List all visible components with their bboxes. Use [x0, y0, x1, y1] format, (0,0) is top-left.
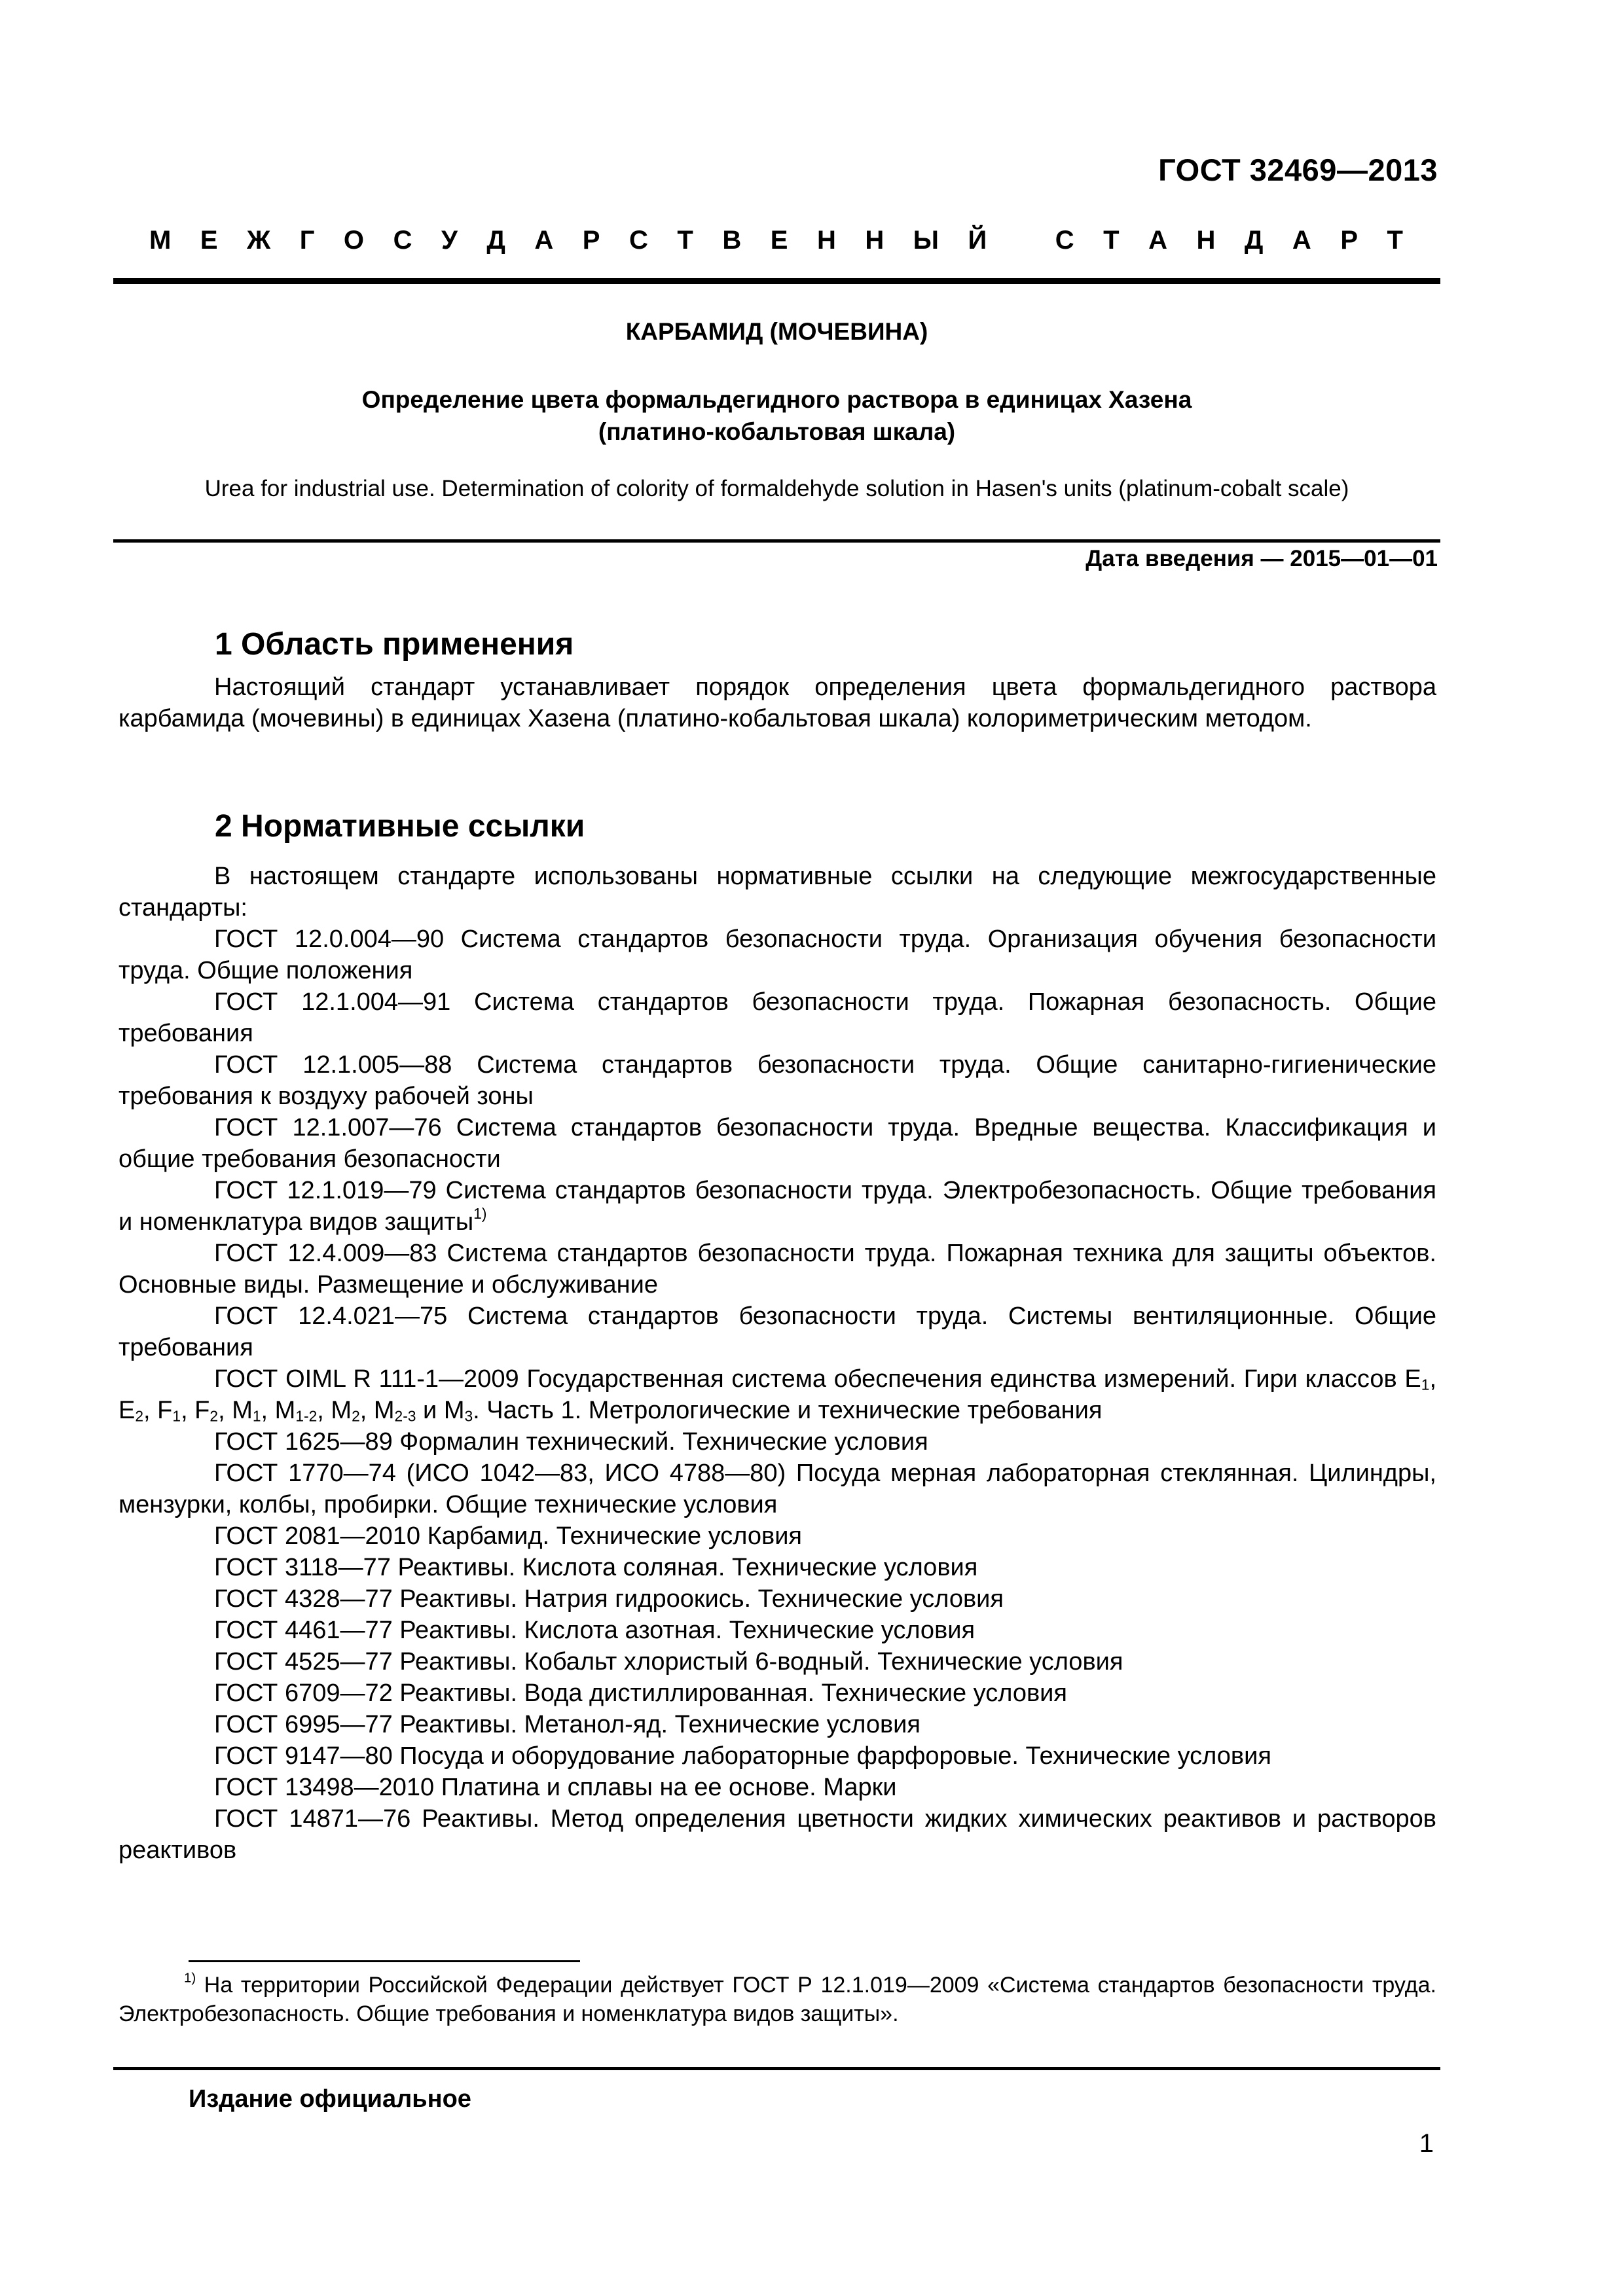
subscript: 1 [1421, 1376, 1430, 1393]
subscript: 2 [135, 1407, 144, 1425]
banner-letter: А [1292, 226, 1311, 255]
page-number: 1 [1419, 2129, 1434, 2158]
footnote-mark: 1) [184, 1971, 196, 1986]
reference-item: ГОСТ 4328—77 Реактивы. Натрия гидроокись. Технические условия [214, 1585, 1004, 1613]
reference-item: ГОСТ 1625—89 Формалин технический. Технические условия [214, 1428, 928, 1456]
banner-letter: С [1055, 226, 1074, 255]
footer-divider [113, 2067, 1440, 2070]
interstate-standard-banner [149, 226, 1403, 255]
banner-letter: Р [582, 226, 600, 255]
banner-letter: Ж [247, 226, 271, 255]
introduction-date: Дата введения — 2015—01—01 [1085, 546, 1438, 571]
reference-text: , M [218, 1397, 253, 1424]
banner-letter: М [149, 226, 172, 255]
scope-paragraph: Настоящий стандарт устанавливает порядок определения цвета формальдегидного раствора карбамида (мочевины) в единицах Хазена (платино-кобальтовая шкала) колориметрическим методом. [119, 673, 1436, 732]
reference-item: ГОСТ 12.1.004—91 Система стандартов безопасности труда. Пожарная безопасность. Общие требования [119, 988, 1436, 1047]
references-intro: В настоящем стандарте использованы нормативные ссылки на следующие межгосударственные стандарты: [119, 863, 1436, 922]
banner-letter: Т [1103, 226, 1120, 255]
reference-item: ГОСТ 12.0.004—90 Система стандартов безопасности труда. Организация обучения безопасности труда. Общие положения [119, 925, 1436, 984]
subscript: 1 [252, 1407, 261, 1425]
banner-letter: Д [486, 226, 505, 255]
reference-item: ГОСТ 3118—77 Реактивы. Кислота соляная. Технические условия [214, 1554, 978, 1581]
reference-text: , M [359, 1397, 395, 1424]
header-divider [113, 278, 1440, 284]
section-heading-scope: 1 Область применения [215, 627, 574, 662]
english-title: Urea for industrial use. Determination of colority of formaldehyde solution in Hasen's units (platinum-cobalt scale) [204, 476, 1349, 501]
banner-letter: А [534, 226, 554, 255]
banner-letter: Г [299, 226, 315, 255]
footnote-text: На территории Российской Федерации действует ГОСТ Р 12.1.019—2009 «Система стандартов безопасности труда. Электробезопасность. Общие требования и номенклатура видов защиты». [119, 1973, 1436, 2026]
banner-letter: Й [968, 226, 987, 255]
reference-item: ГОСТ 9147—80 Посуда и оборудование лабораторные фарфоровые. Технические условия [214, 1742, 1271, 1770]
edition-label: Издание официальное [189, 2085, 471, 2113]
banner-letter: У [441, 226, 458, 255]
reference-item: ГОСТ 13498—2010 Платина и сплавы на ее основе. Марки [214, 1774, 897, 1801]
banner-letter: С [629, 226, 648, 255]
subscript: 2-3 [394, 1407, 416, 1425]
banner-letter: Н [865, 226, 884, 255]
reference-item: ГОСТ 4525—77 Реактивы. Кобальт хлористый 6-водный. Технические условия [214, 1648, 1123, 1676]
banner-letter: Е [770, 226, 788, 255]
footnote-divider [189, 1960, 580, 1962]
reference-text: , E [119, 1365, 1436, 1424]
banner-letter: В [722, 226, 742, 255]
reference-item: ГОСТ 6709—72 Реактивы. Вода дистиллированная. Технические условия [214, 1679, 1067, 1707]
reference-text: , F [143, 1397, 173, 1424]
footnote-marker[interactable]: 1) [473, 1204, 487, 1222]
reference-item [119, 1363, 1436, 1426]
banner-letter: Ы [913, 226, 939, 255]
reference-text: , F [181, 1397, 210, 1424]
references-list [119, 861, 1436, 1866]
reference-item: ГОСТ 1770—74 (ИСО 1042—83, ИСО 4788—80) Посуда мерная лабораторная стеклянная. Цилиндры, мензурки, колбы, пробирки. Общие технические условия [119, 1460, 1436, 1518]
subscript: 3 [464, 1407, 473, 1425]
banner-letter: Д [1244, 226, 1264, 255]
subtitle-line: (платино-кобальтовая шкала) [598, 418, 956, 445]
banner-letter: О [343, 226, 365, 255]
reference-item: ГОСТ 12.4.021—75 Система стандартов безопасности труда. Системы вентиляционные. Общие требования [119, 1302, 1436, 1361]
banner-letter: Н [1196, 226, 1216, 255]
footnote [119, 1971, 1436, 2028]
reference-item: ГОСТ 14871—76 Реактивы. Метод определения цветности жидких химических реактивов и растворов реактивов [119, 1805, 1436, 1864]
banner-letter: Е [200, 226, 218, 255]
reference-text: , M [261, 1397, 296, 1424]
document-title: КАРБАМИД (МОЧЕВИНА) [625, 318, 928, 345]
reference-item: ГОСТ 6995—77 Реактивы. Метанол-яд. Технические условия [214, 1711, 921, 1738]
reference-item: ГОСТ 2081—2010 Карбамид. Технические условия [214, 1522, 803, 1550]
reference-text: ГОСТ OIML R 111-1—2009 Государственная система обеспечения единства измерений. Гири классов E [214, 1365, 1421, 1393]
reference-text: и M [416, 1397, 465, 1424]
banner-letter: Р [1340, 226, 1359, 255]
banner-letter: А [1148, 226, 1167, 255]
title-divider [113, 539, 1440, 543]
subscript: 1 [172, 1407, 181, 1425]
reference-item: ГОСТ 12.1.007—76 Система стандартов безопасности труда. Вредные вещества. Классификация и общие требования безопасности [119, 1114, 1436, 1173]
document-subtitle [113, 384, 1440, 448]
standard-code: ГОСТ 32469—2013 [1158, 152, 1438, 187]
subtitle-line: Определение цвета формальдегидного раствора в единицах Хазена [361, 386, 1192, 413]
reference-item: ГОСТ 4461—77 Реактивы. Кислота азотная. Технические условия [214, 1617, 976, 1644]
subscript: 2 [352, 1407, 360, 1425]
subscript: 1-2 [295, 1407, 318, 1425]
subscript: 2 [210, 1407, 219, 1425]
reference-text: ГОСТ 12.1.019—79 Система стандартов безопасности труда. Электробезопасность. Общие требования и номенклатура видов защиты [119, 1177, 1436, 1236]
reference-text: . Часть 1. Метрологические и технические требования [473, 1397, 1103, 1424]
section-heading-references: 2 Нормативные ссылки [215, 809, 585, 844]
reference-item: ГОСТ 12.4.009—83 Система стандартов безопасности труда. Пожарная техника для защиты объектов. Основные виды. Размещение и обслуживание [119, 1240, 1436, 1299]
banner-letter: С [393, 226, 412, 255]
banner-letter: Т [677, 226, 693, 255]
banner-letter: Н [816, 226, 836, 255]
reference-item [119, 1175, 1436, 1238]
banner-letter: Т [1387, 226, 1403, 255]
reference-text: , M [317, 1397, 352, 1424]
reference-item: ГОСТ 12.1.005—88 Система стандартов безопасности труда. Общие санитарно-гигиенические требования к воздуху рабочей зоны [119, 1051, 1436, 1110]
